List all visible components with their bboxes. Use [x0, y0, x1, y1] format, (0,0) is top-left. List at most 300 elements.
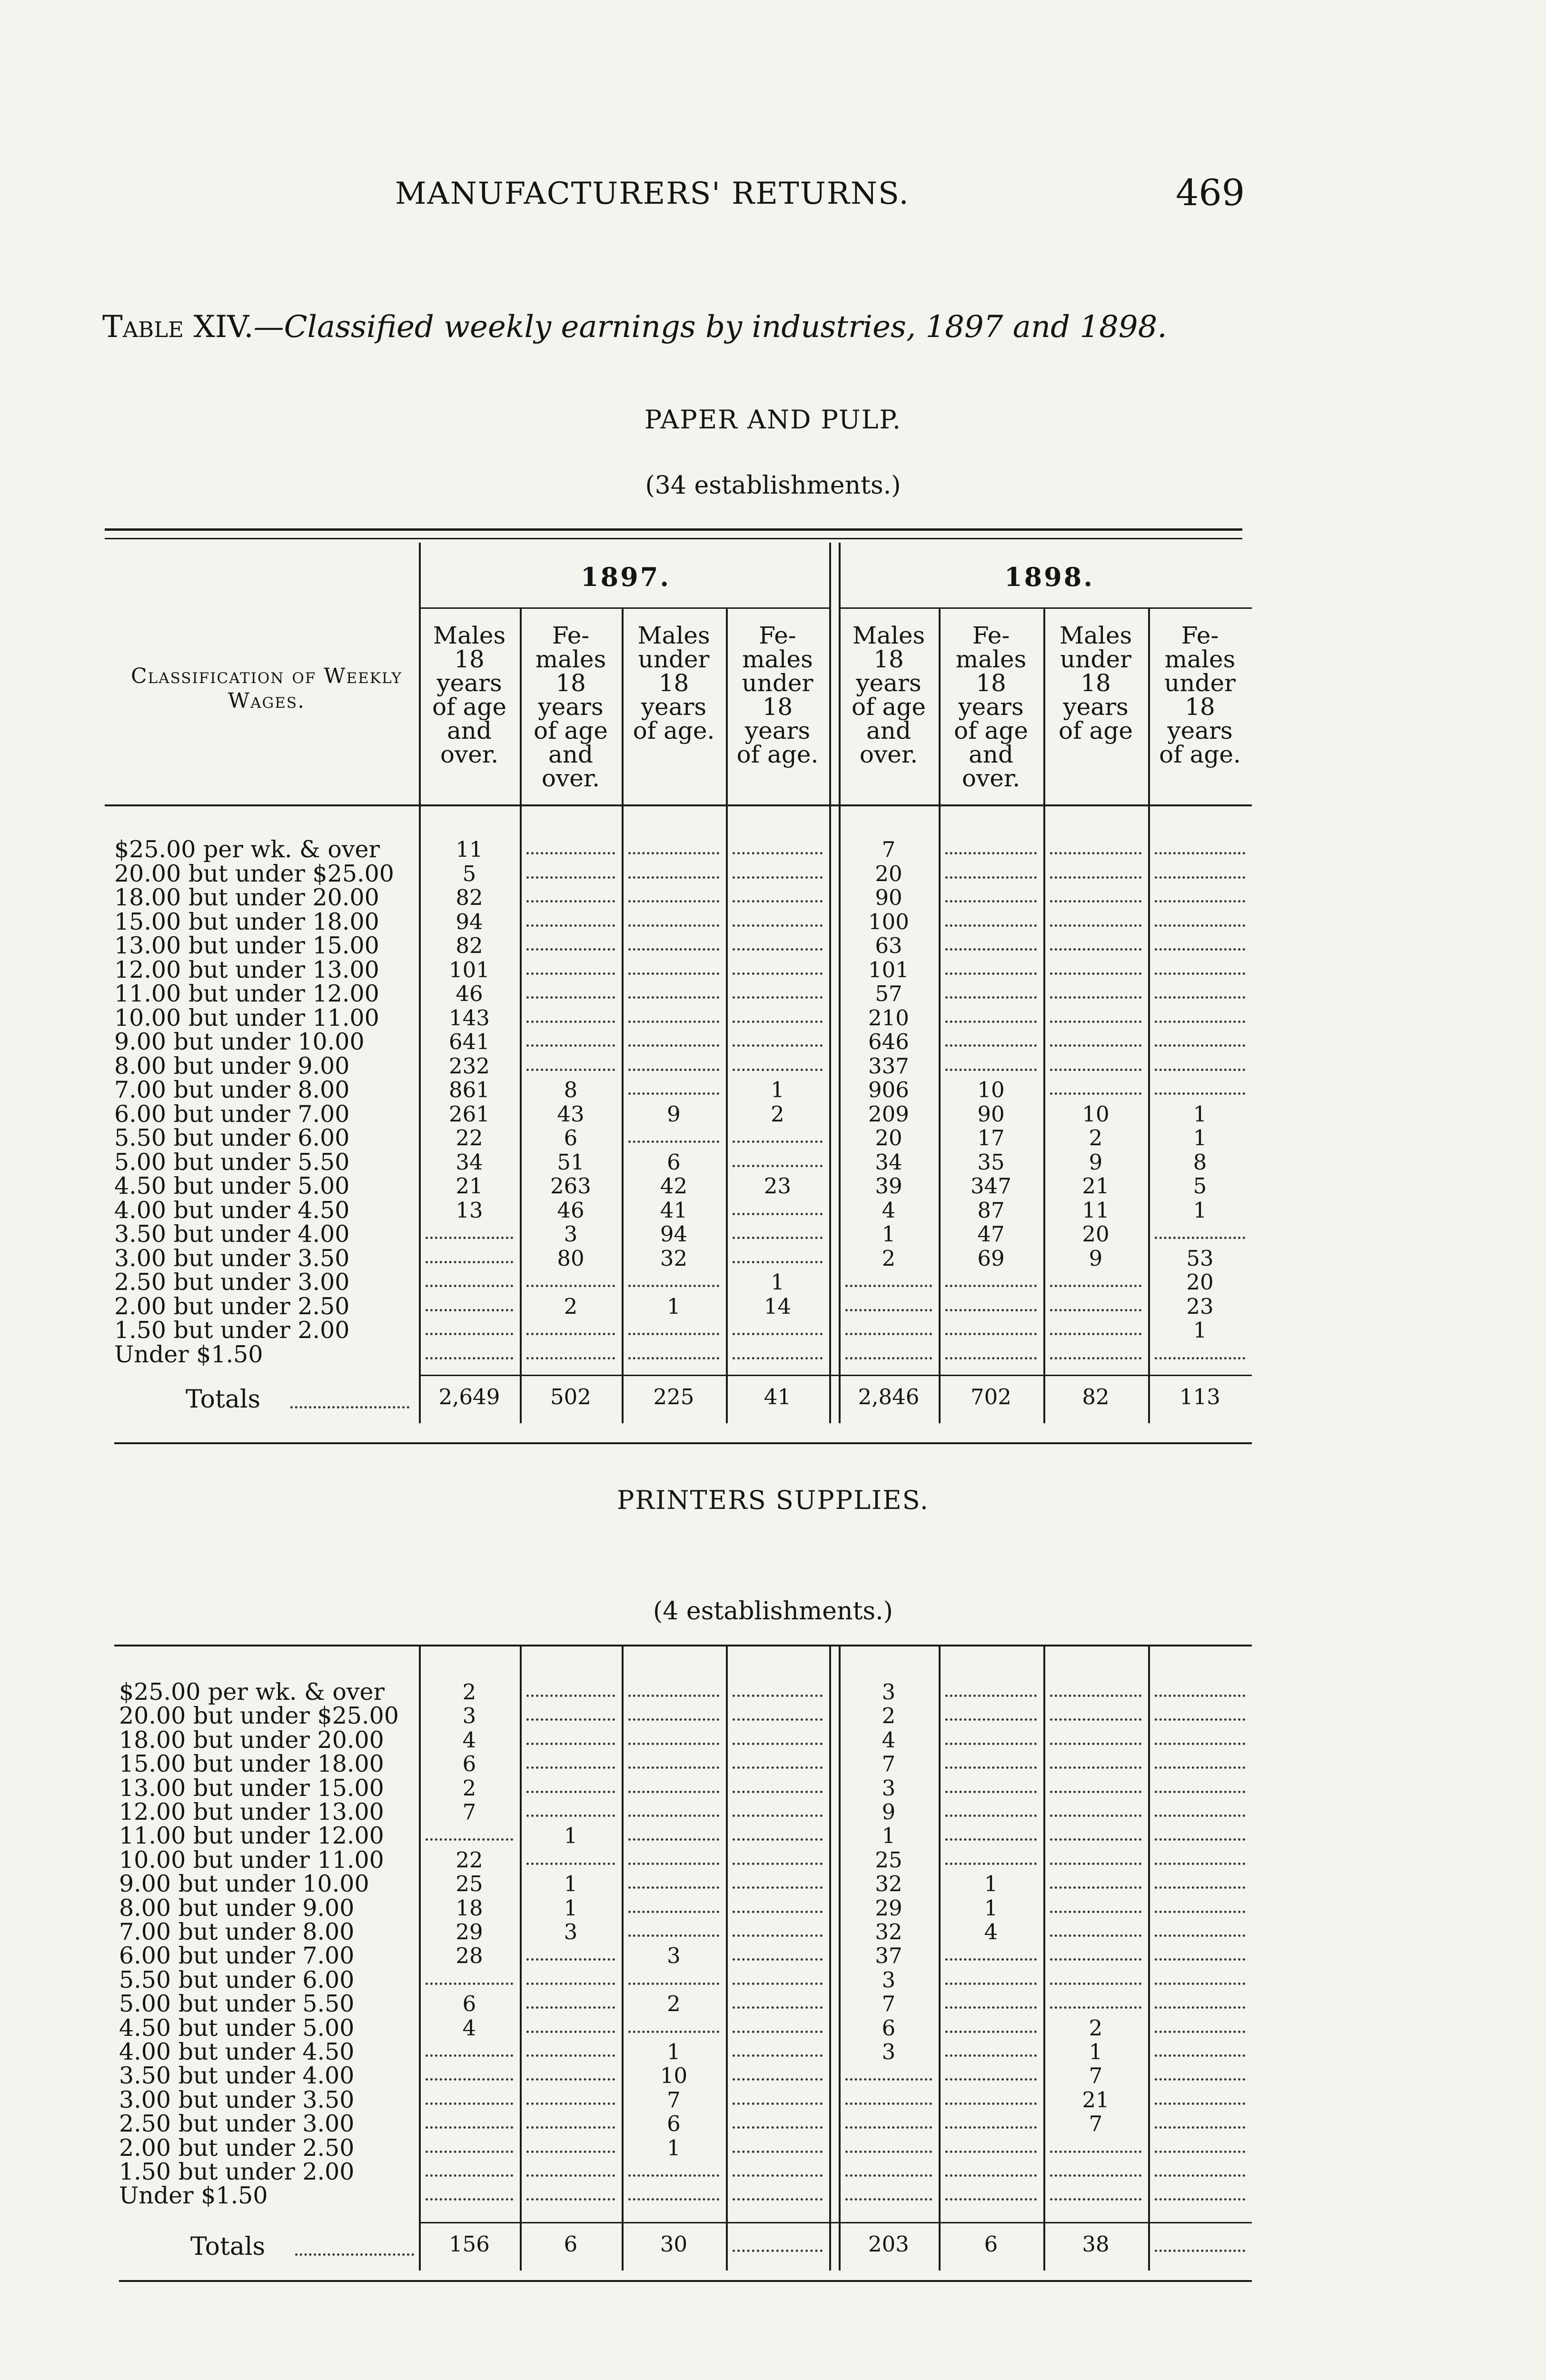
- empty-cell-leader: [526, 2031, 615, 2033]
- table-cell: 1: [984, 1895, 998, 1921]
- table-cell: 100: [868, 909, 909, 934]
- empty-cell-leader: [628, 1911, 719, 1913]
- empty-cell-leader: [733, 1983, 823, 1985]
- table-cell: 20: [875, 1125, 902, 1150]
- empty-cell-leader: [526, 2054, 615, 2057]
- column-header-line: years: [641, 693, 707, 721]
- empty-cell-leader: [1155, 2054, 1245, 2057]
- table-cell: 906: [868, 1077, 909, 1102]
- column-header-2: [520, 624, 622, 790]
- table-cell: 861: [449, 1077, 490, 1102]
- column-header-6: [939, 624, 1043, 790]
- empty-cell-leader: [733, 2078, 823, 2081]
- empty-cell-leader: [733, 1743, 823, 1745]
- empty-cell-leader: [1050, 1069, 1141, 1071]
- total-cell: 82: [1082, 1384, 1110, 1409]
- empty-cell-leader: [1155, 2031, 1245, 2033]
- column-header-line: 18: [1080, 669, 1111, 697]
- table-cell: 1: [667, 1293, 681, 1319]
- empty-cell-leader: [733, 2151, 823, 2153]
- header-column-rule: [419, 543, 421, 804]
- table-cell: 9: [882, 1799, 896, 1825]
- table-cell: 57: [875, 981, 902, 1006]
- total-cell: 2,846: [858, 1384, 920, 1409]
- column-header-line: and: [866, 717, 912, 744]
- body-column-rule: [829, 1645, 831, 2271]
- table-cell: 2: [882, 1245, 896, 1271]
- empty-cell-leader: [1050, 1886, 1141, 1889]
- empty-cell-leader: [628, 1357, 719, 1359]
- column-header-line: Males: [1059, 622, 1132, 649]
- empty-cell-leader: [1155, 1791, 1245, 1793]
- empty-cell-leader: [945, 924, 1037, 927]
- empty-cell-leader: [628, 1815, 719, 1817]
- wage-class-label: 3.50 but under 4.00: [114, 1220, 350, 1248]
- table-cell: 82: [456, 933, 483, 958]
- table-cell: 2: [1089, 2015, 1103, 2041]
- column-header-line: of age: [534, 717, 608, 744]
- page-number: 469: [1176, 171, 1245, 214]
- column-header-line: and: [548, 741, 594, 768]
- empty-cell-leader: [845, 1333, 932, 1335]
- table-cell: 13: [456, 1197, 483, 1223]
- total-cell: 2,649: [438, 1384, 500, 1409]
- empty-cell-leader: [1155, 1766, 1245, 1769]
- empty-cell-leader: [945, 2198, 1037, 2201]
- empty-cell-leader: [945, 1333, 1037, 1335]
- empty-cell-leader: [426, 2174, 513, 2177]
- empty-cell-leader: [1050, 924, 1141, 927]
- empty-cell-leader: [733, 2031, 823, 2033]
- table-cell: 9: [1089, 1245, 1103, 1271]
- empty-cell-leader: [733, 2126, 823, 2129]
- table-cell: 21: [1082, 2087, 1110, 2112]
- empty-cell-leader: [733, 1140, 823, 1143]
- empty-cell-leader: [733, 1357, 823, 1359]
- table-cell: 34: [875, 1149, 902, 1175]
- wage-class-label: 20.00 but under $25.00: [119, 1702, 399, 1730]
- column-header-line: males: [1164, 645, 1236, 673]
- table-cell: 7: [882, 1991, 896, 2017]
- wage-class-label: 5.50 but under 6.00: [114, 1124, 350, 1151]
- empty-cell-leader: [1155, 924, 1245, 927]
- empty-cell-leader: [1050, 1021, 1141, 1023]
- empty-cell-leader: [1155, 876, 1245, 879]
- table-cell: 7: [1089, 2111, 1103, 2137]
- wage-class-label: 3.00 but under 3.50: [114, 1244, 350, 1272]
- empty-cell-leader: [945, 2006, 1037, 2009]
- column-header-line: 18: [1185, 693, 1215, 721]
- empty-cell-leader: [945, 1743, 1037, 1745]
- table-cell: 337: [868, 1053, 909, 1079]
- table-cell: 101: [868, 957, 909, 982]
- empty-cell-leader: [628, 1766, 719, 1769]
- total-cell: 38: [1082, 2231, 1110, 2257]
- column-header-1: [419, 624, 520, 766]
- table-cell: 2: [564, 1293, 578, 1319]
- total-cell: 502: [550, 1384, 591, 1409]
- wage-class-label: 12.00 but under 13.00: [114, 956, 379, 983]
- empty-cell-leader: [733, 1791, 823, 1793]
- table-cell: 4: [882, 1727, 896, 1753]
- column-header-line: Males: [433, 622, 506, 649]
- table-cell: 82: [456, 885, 483, 910]
- table-cell: 2: [882, 1703, 896, 1729]
- empty-cell-leader: [733, 2054, 823, 2057]
- empty-cell-leader: [628, 1983, 719, 1985]
- table-cell: 9: [667, 1101, 681, 1127]
- empty-cell-leader: [733, 876, 823, 879]
- table-cell: 9: [1089, 1149, 1103, 1175]
- table-cell: 63: [875, 933, 902, 958]
- empty-cell-leader: [526, 1863, 615, 1865]
- empty-cell-leader: [1050, 1911, 1141, 1913]
- empty-cell-leader: [845, 2151, 932, 2153]
- empty-cell-leader: [1050, 1092, 1141, 1095]
- table-cell: 1: [771, 1077, 784, 1102]
- empty-cell-leader: [945, 2174, 1037, 2177]
- empty-cell-leader: [628, 2031, 719, 2033]
- empty-cell-leader: [426, 2126, 513, 2129]
- wage-class-label: 2.50 but under 3.00: [114, 1269, 350, 1296]
- empty-cell-leader: [426, 2102, 513, 2105]
- empty-cell-leader: [1155, 1815, 1245, 1817]
- empty-cell-leader: [1050, 948, 1141, 951]
- table-cell: 23: [1186, 1293, 1214, 1319]
- body-column-rule: [1043, 1645, 1045, 2271]
- table-cell: 1: [882, 1221, 896, 1247]
- empty-cell-leader: [945, 1983, 1037, 1985]
- section-subtitle-printers-supplies: (4 establishments.): [653, 1597, 893, 1626]
- table-cell: 646: [868, 1029, 909, 1054]
- empty-cell-leader: [945, 900, 1037, 902]
- table-cell: 47: [977, 1221, 1005, 1247]
- wage-class-label: 5.50 but under 6.00: [119, 1966, 355, 1993]
- year-underline-1898: [839, 607, 1252, 609]
- empty-cell-leader: [426, 1261, 513, 1263]
- empty-cell-leader: [845, 2126, 932, 2129]
- table-cell: 20: [1186, 1269, 1214, 1295]
- table-cell: 4: [984, 1919, 998, 1944]
- table-cell: 14: [763, 1293, 792, 1319]
- empty-cell-leader: [733, 1044, 823, 1047]
- section-end-rule: [119, 2280, 1252, 2282]
- empty-cell-leader: [945, 1766, 1037, 1769]
- table-cell: 1: [1193, 1101, 1207, 1127]
- empty-cell-leader: [945, 876, 1037, 879]
- column-header-5: [839, 624, 939, 766]
- column-header-line: males: [535, 645, 606, 673]
- empty-cell-leader: [1155, 1958, 1245, 1961]
- column-header-8: [1148, 624, 1252, 766]
- header-year-1898: 1898.: [1004, 562, 1095, 592]
- empty-cell-leader: [628, 1044, 719, 1047]
- wage-class-label: 5.00 but under 5.50: [114, 1148, 350, 1176]
- header-column-rule: [839, 543, 841, 804]
- empty-cell-leader: [426, 1285, 513, 1287]
- empty-cell-leader: [1155, 1983, 1245, 1985]
- empty-cell-leader: [1050, 1743, 1141, 1745]
- column-header-line: and: [446, 717, 492, 744]
- column-header-line: over.: [859, 741, 918, 768]
- wage-class-label: 5.00 but under 5.50: [119, 1990, 355, 2018]
- empty-cell-leader: [628, 1886, 719, 1889]
- empty-cell-leader: [1050, 2006, 1141, 2009]
- empty-cell-leader: [426, 2054, 513, 2057]
- totals-label-leader: [290, 1406, 409, 1408]
- table-cell: 1: [984, 1871, 998, 1897]
- column-header-line: Fe-: [972, 622, 1010, 649]
- table-cell: 3: [882, 1967, 896, 1993]
- table-cell: 3: [462, 1703, 476, 1729]
- empty-cell-leader: [733, 1934, 823, 1937]
- table-cell: 32: [875, 1919, 902, 1944]
- empty-cell-leader: [733, 1815, 823, 1817]
- table-cell: 87: [977, 1197, 1005, 1223]
- empty-cell-leader: [628, 1069, 719, 1071]
- column-header-line: 18: [555, 669, 586, 697]
- empty-cell-leader: [733, 2006, 823, 2009]
- wage-class-label: 9.00 but under 10.00: [114, 1028, 365, 1055]
- empty-cell-leader: [945, 2054, 1037, 2057]
- column-header-line: 18: [454, 645, 485, 673]
- empty-cell-leader: [426, 1333, 513, 1335]
- empty-cell-leader: [628, 2174, 719, 2177]
- table-cell: 8: [1193, 1149, 1207, 1175]
- wage-class-label: 1.50 but under 2.00: [119, 2158, 355, 2185]
- table-cell: 347: [971, 1173, 1011, 1199]
- header-top-rule: [105, 528, 1242, 531]
- table-cell: 69: [977, 1245, 1005, 1271]
- wage-class-label: 4.50 but under 5.00: [114, 1172, 350, 1200]
- table-cell: 4: [882, 1197, 896, 1223]
- empty-cell-leader: [526, 1695, 615, 1697]
- wage-class-label: 10.00 but under 11.00: [114, 1004, 379, 1031]
- empty-cell-leader: [845, 2174, 932, 2177]
- empty-cell-leader: [628, 1140, 719, 1143]
- table-title: [102, 309, 1167, 345]
- table-cell: 10: [660, 2063, 688, 2089]
- total-cell: 156: [449, 2231, 490, 2257]
- empty-cell-leader: [1155, 2151, 1245, 2153]
- empty-cell-leader: [628, 2198, 719, 2201]
- empty-cell-leader: [1050, 1958, 1141, 1961]
- total-cell: 702: [971, 1384, 1011, 1409]
- empty-cell-leader: [1050, 900, 1141, 902]
- empty-cell-leader: [733, 1718, 823, 1721]
- empty-cell-leader: [628, 900, 719, 902]
- empty-cell-leader: [733, 1213, 823, 1215]
- empty-total-leader: [733, 2250, 823, 2252]
- table-cell: 37: [875, 1943, 902, 1969]
- empty-cell-leader: [1050, 852, 1141, 854]
- empty-cell-leader: [1155, 1357, 1245, 1359]
- column-header-line: Males: [637, 622, 710, 649]
- wage-class-label: 13.00 but under 15.00: [119, 1774, 384, 1802]
- column-header-line: years: [436, 669, 502, 697]
- wage-class-label: 4.50 but under 5.00: [119, 2014, 355, 2042]
- empty-cell-leader: [945, 1718, 1037, 1721]
- header-column-rule: [1043, 608, 1045, 804]
- total-cell: 225: [653, 1384, 694, 1409]
- column-header-line: 18: [658, 669, 689, 697]
- totals-label: Totals: [186, 1385, 261, 1414]
- section-end-rule: [114, 1442, 1252, 1444]
- wage-class-label: 15.00 but under 18.00: [114, 908, 379, 935]
- empty-cell-leader: [1050, 1983, 1141, 1985]
- table-cell: 4: [462, 1727, 476, 1753]
- empty-cell-leader: [426, 2151, 513, 2153]
- empty-cell-leader: [526, 1766, 615, 1769]
- column-header-7: [1043, 624, 1148, 743]
- empty-cell-leader: [733, 1261, 823, 1263]
- empty-cell-leader: [628, 1791, 719, 1793]
- empty-cell-leader: [526, 900, 615, 902]
- table-cell: 46: [557, 1197, 585, 1223]
- empty-cell-leader: [845, 1309, 932, 1311]
- wage-class-label: 9.00 but under 10.00: [119, 1870, 369, 1898]
- empty-cell-leader: [526, 2174, 615, 2177]
- total-cell: 41: [763, 1384, 792, 1409]
- table-cell: 1: [1089, 2039, 1103, 2064]
- classification-heading: Classification of Weekly Wages.: [130, 664, 403, 713]
- column-header-line: years: [856, 669, 922, 697]
- wage-class-label: 4.00 but under 4.50: [114, 1196, 350, 1224]
- section-title-printers-supplies: PRINTERS SUPPLIES.: [617, 1485, 929, 1515]
- table-cell: 6: [462, 1991, 476, 2017]
- empty-cell-leader: [733, 1333, 823, 1335]
- empty-cell-leader: [526, 1044, 615, 1047]
- empty-cell-leader: [1050, 1309, 1141, 1311]
- empty-cell-leader: [526, 1285, 615, 1287]
- column-header-line: 18: [762, 693, 793, 721]
- empty-cell-leader: [426, 1357, 513, 1359]
- empty-cell-leader: [628, 1092, 719, 1095]
- table-cell: 32: [875, 1871, 902, 1897]
- table-cell: 20: [1082, 1221, 1110, 1247]
- table-cell: 90: [977, 1101, 1005, 1127]
- wage-class-label: 11.00 but under 12.00: [114, 980, 379, 1007]
- table-cell: 21: [456, 1173, 483, 1199]
- column-header-line: of age.: [633, 717, 715, 744]
- wage-class-label: 7.00 but under 8.00: [119, 1918, 355, 1945]
- empty-cell-leader: [628, 1285, 719, 1287]
- column-header-line: years: [958, 693, 1024, 721]
- column-header-line: under: [638, 645, 710, 673]
- table-cell: 1: [1193, 1318, 1207, 1343]
- empty-cell-leader: [845, 2198, 932, 2201]
- table-cell: 1: [771, 1269, 784, 1295]
- empty-cell-leader: [1155, 948, 1245, 951]
- table-cell: 6: [667, 1149, 681, 1175]
- table-title-prefix: Table XIV.: [102, 309, 254, 345]
- empty-cell-leader: [733, 1766, 823, 1769]
- table-cell: 10: [977, 1077, 1005, 1102]
- empty-cell-leader: [1050, 1791, 1141, 1793]
- empty-cell-leader: [628, 1695, 719, 1697]
- table-cell: 1: [667, 2039, 681, 2064]
- empty-cell-leader: [1050, 2151, 1141, 2153]
- empty-cell-leader: [1050, 1333, 1141, 1335]
- table-cell: 3: [564, 1919, 578, 1944]
- empty-cell-leader: [733, 1863, 823, 1865]
- empty-cell-leader: [1155, 852, 1245, 854]
- table-cell: 3: [667, 1943, 681, 1969]
- empty-cell-leader: [733, 1911, 823, 1913]
- wage-class-label: 2.00 but under 2.50: [114, 1292, 350, 1320]
- empty-cell-leader: [945, 1069, 1037, 1071]
- empty-cell-leader: [945, 2031, 1037, 2033]
- empty-cell-leader: [733, 1069, 823, 1071]
- empty-cell-leader: [845, 2102, 932, 2105]
- empty-cell-leader: [628, 924, 719, 927]
- wage-class-label: 11.00 but under 12.00: [119, 1822, 384, 1850]
- table-cell: 22: [456, 1125, 483, 1150]
- wage-class-label: 6.00 but under 7.00: [119, 1942, 355, 1970]
- table-cell: 32: [660, 1245, 688, 1271]
- wage-class-label: 6.00 but under 7.00: [114, 1100, 350, 1128]
- empty-cell-leader: [733, 1695, 823, 1697]
- empty-cell-leader: [1050, 1695, 1141, 1697]
- table-cell: 210: [868, 1005, 909, 1031]
- wage-class-label: 1.50 but under 2.00: [114, 1317, 350, 1344]
- empty-cell-leader: [1155, 996, 1245, 999]
- table-cell: 6: [462, 1751, 476, 1777]
- body-column-rule: [829, 806, 831, 1423]
- table-cell: 1: [667, 2135, 681, 2161]
- section-top-rule: [114, 1645, 1252, 1646]
- table-cell: 3: [882, 1679, 896, 1705]
- wage-class-label: 2.00 but under 2.50: [119, 2134, 355, 2162]
- empty-cell-leader: [845, 1357, 932, 1359]
- empty-cell-leader: [1050, 2198, 1141, 2201]
- total-cell: 30: [660, 2231, 688, 2257]
- column-header-line: and: [968, 741, 1014, 768]
- column-header-line: of age: [1059, 717, 1133, 744]
- empty-total-leader: [1155, 2250, 1245, 2252]
- empty-cell-leader: [1050, 1815, 1141, 1817]
- table-cell: 25: [875, 1847, 902, 1873]
- empty-cell-leader: [945, 1815, 1037, 1817]
- table-cell: 1: [882, 1823, 896, 1849]
- empty-cell-leader: [526, 2151, 615, 2153]
- table-cell: 90: [875, 885, 902, 910]
- total-cell: 203: [868, 2231, 909, 2257]
- wage-class-label: 10.00 but under 11.00: [119, 1846, 384, 1874]
- body-column-rule: [1148, 1645, 1150, 2271]
- empty-cell-leader: [1155, 1838, 1245, 1841]
- empty-cell-leader: [945, 1285, 1037, 1287]
- column-header-line: under: [1060, 645, 1131, 673]
- empty-cell-leader: [628, 876, 719, 879]
- empty-cell-leader: [733, 924, 823, 927]
- empty-cell-leader: [945, 2151, 1037, 2153]
- table-cell: 51: [557, 1149, 585, 1175]
- empty-cell-leader: [1050, 1357, 1141, 1359]
- empty-cell-leader: [945, 1695, 1037, 1697]
- empty-cell-leader: [1050, 1934, 1141, 1937]
- empty-cell-leader: [526, 1021, 615, 1023]
- empty-cell-leader: [945, 1863, 1037, 1865]
- empty-cell-leader: [526, 2126, 615, 2129]
- header-column-rule: [829, 543, 831, 804]
- empty-cell-leader: [1050, 876, 1141, 879]
- empty-cell-leader: [628, 1718, 719, 1721]
- table-cell: 22: [456, 1847, 483, 1873]
- empty-cell-leader: [1155, 1021, 1245, 1023]
- table-cell: 1: [564, 1823, 578, 1849]
- empty-cell-leader: [1155, 1044, 1245, 1047]
